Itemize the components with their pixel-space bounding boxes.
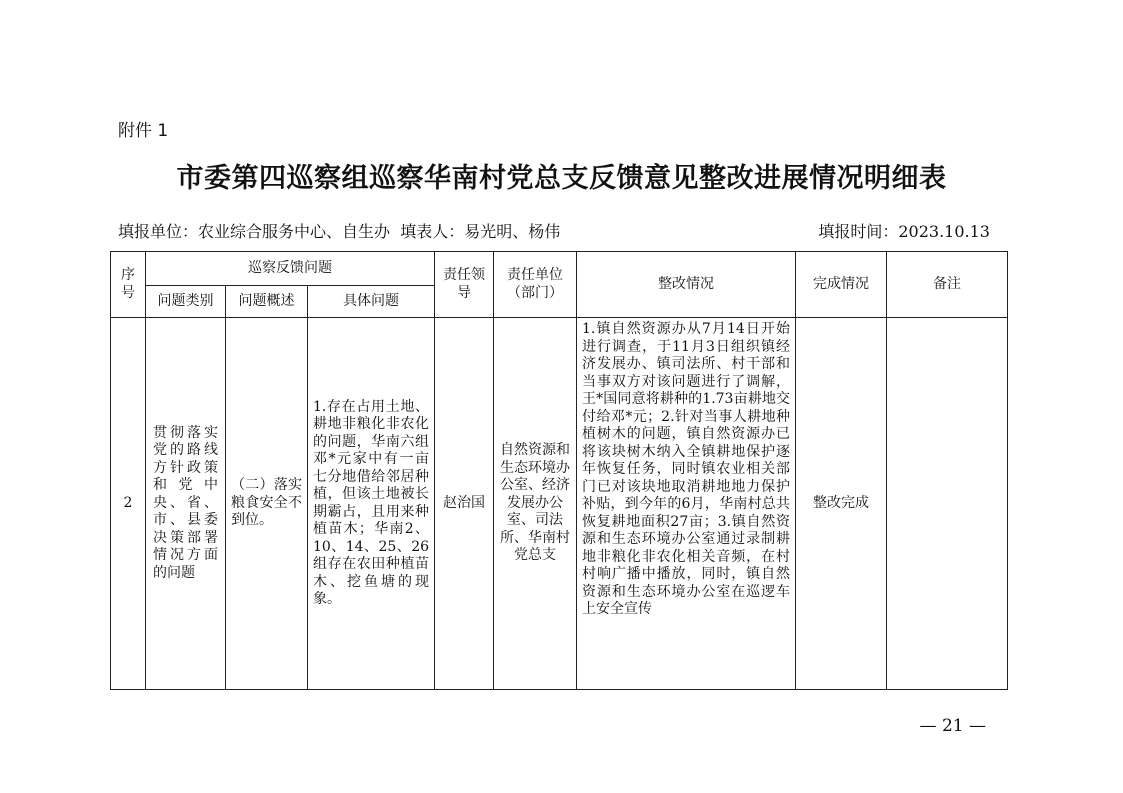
header-category: 问题类别	[146, 286, 226, 318]
header-rectification: 整改情况	[577, 252, 796, 318]
header-dept: 责任单位（部门）	[494, 252, 577, 318]
page-number: — 21 —	[919, 716, 986, 736]
table-row	[111, 318, 1008, 690]
header-notes: 备注	[887, 252, 1008, 318]
header-overview: 问题概述	[226, 286, 308, 318]
row-specific: 1.存在占用土地、耕地非粮化非农化的问题，华南六组邓*元家中有一亩七分地借给邻居种植，但该土地被长期霸占，且用来种植苗木；华南2、10、14、25、26组存在农田种植苗木、挖鱼塘的现象。	[308, 318, 435, 690]
header-row-1	[111, 252, 1008, 286]
row-category: 贯彻落实党的路线方针政策和党中央、省、市、县委决策部署情况方面的问题	[146, 318, 226, 690]
report-filler: 填表人：易光明、杨伟	[400, 222, 561, 241]
row-rectification: 1.镇自然资源办从7月14日开始进行调查，于11月3日组织镇经济发展办、镇司法所、村干部和当事双方对该问题进行了调解，王*国同意将耕种的1.73亩耕地交付给邓*元；2.针对当事人耕地种植树木的问题，镇自然资源办已将该块树木纳入全镇耕地保护逐年恢复任务，同时镇农业相关部门已对该块地取消耕地地力保护补贴，到今年的6月，华南村总共恢复耕地面积27亩；3.镇自然资源和生态环境办公室通过录制耕地非粮化非农化相关音频，在村村响广播中播放，同时，镇自然资源和生态环境办公室在巡逻车上安全宣传	[577, 318, 796, 690]
report-time: 填报时间：2023.10.13	[818, 222, 990, 241]
report-unit: 填报单位：农业综合服务中心、自生办	[118, 222, 391, 241]
report-info-left	[118, 219, 560, 242]
attachment-label: 附件 1	[118, 121, 169, 141]
page-title: 市委第四巡察组巡察华南村党总支反馈意见整改进展情况明细表	[176, 163, 947, 194]
header-seq: 序号	[111, 252, 146, 318]
row-leader: 赵治国	[435, 318, 494, 690]
row-overview: （二）落实粮食安全不到位。	[226, 318, 308, 690]
header-completion: 完成情况	[796, 252, 887, 318]
row-dept: 自然资源和生态环境办公室、经济发展办公室、司法所、华南村党总支	[494, 318, 577, 690]
header-leader: 责任领导	[435, 252, 494, 318]
rectification-table	[110, 251, 1008, 690]
row-seq: 2	[111, 318, 146, 690]
row-completion: 整改完成	[796, 318, 887, 690]
header-feedback-group: 巡察反馈问题	[146, 252, 435, 286]
header-specific: 具体问题	[308, 286, 435, 318]
row-notes	[887, 318, 1008, 690]
